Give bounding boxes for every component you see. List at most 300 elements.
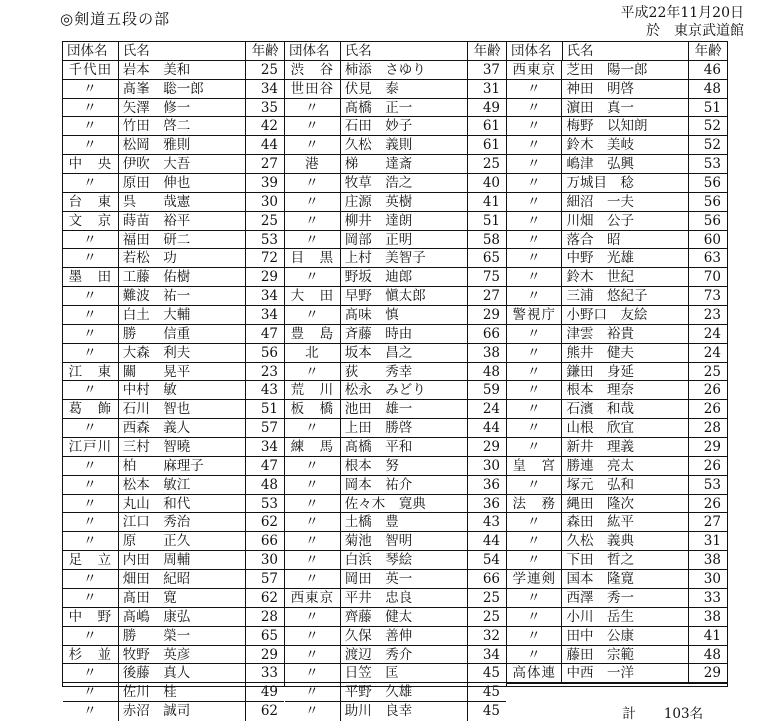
table-row: [507, 268, 727, 287]
team-cell: 〃: [63, 570, 119, 588]
age-cell: 59: [482, 382, 500, 399]
team-cell: 〃: [63, 287, 119, 305]
table-row: [285, 99, 506, 118]
name-cell: 鈴木 美岐: [562, 136, 689, 154]
age-cell: 66: [482, 571, 500, 588]
venue-prefix: 於: [646, 23, 660, 39]
table-row: [285, 325, 506, 344]
team-cell: 〃: [285, 570, 341, 588]
name-cell: 細沼 一夫: [562, 193, 689, 211]
age-cell: 51: [260, 401, 278, 418]
team-cell: 〃: [63, 702, 119, 721]
team-cell: 〃: [63, 683, 119, 701]
table-row: [507, 513, 727, 532]
name-cell: 伏見 泰: [341, 80, 468, 98]
age-cell: 53: [260, 231, 278, 248]
table-row: [507, 646, 727, 665]
name-cell: 鎌田 身延: [562, 363, 689, 381]
name-cell: 江口 秀治: [119, 513, 246, 531]
table-row: [63, 400, 284, 419]
team-cell: 〃: [285, 457, 341, 475]
column-header-age: 年齢: [694, 43, 722, 59]
table-row: [63, 268, 284, 287]
roster-table-2: [284, 41, 506, 720]
age-cell: 45: [482, 665, 500, 682]
name-cell: 髙味 慎: [341, 306, 468, 324]
team-cell: 〃: [63, 231, 119, 249]
team-cell: 〃: [285, 99, 341, 117]
age-cell: 56: [703, 193, 721, 210]
name-cell: 中西 一洋: [562, 664, 689, 682]
table-row: [285, 457, 506, 476]
team-cell: 西東京: [507, 61, 562, 79]
table-row: [63, 608, 284, 627]
name-cell: 白浜 琴絵: [341, 551, 468, 569]
age-cell: 30: [482, 457, 500, 474]
name-cell: 難波 祐一: [119, 287, 246, 305]
name-cell: 小野口 友絵: [562, 306, 689, 324]
name-cell: 内田 周輔: [119, 551, 246, 569]
name-cell: 原 正久: [119, 532, 246, 550]
age-cell: 49: [260, 684, 278, 701]
name-cell: 下田 哲之: [562, 551, 689, 569]
name-cell: 大森 利夫: [119, 344, 246, 362]
team-cell: 〃: [285, 683, 341, 701]
roster-table-3: [506, 41, 728, 721]
name-cell: 野坂 迪郎: [341, 268, 468, 286]
roster-table-1: [62, 41, 284, 720]
table-row: [63, 80, 284, 99]
table-row: [285, 212, 506, 231]
name-cell: 久保 善伸: [341, 627, 468, 645]
team-cell: 〃: [285, 702, 341, 721]
team-cell: 〃: [63, 664, 119, 682]
name-cell: 落合 昭: [562, 231, 689, 249]
table-row: [63, 495, 284, 514]
age-cell: 34: [482, 646, 500, 663]
table-row: [507, 80, 727, 99]
name-cell: 岡本 祐介: [341, 476, 468, 494]
name-cell: 久松 義典: [562, 532, 689, 550]
team-cell: 目 黒: [285, 249, 341, 267]
name-cell: 勝 榮一: [119, 627, 246, 645]
table-row: [507, 438, 727, 457]
name-cell: 蒔苗 裕平: [119, 212, 246, 230]
team-cell: 〃: [285, 646, 341, 664]
team-cell: 大 田: [285, 287, 341, 305]
name-cell: 菊池 智明: [341, 532, 468, 550]
table-row: [63, 551, 284, 570]
table-row: [63, 231, 284, 250]
team-cell: 〃: [63, 325, 119, 343]
name-cell: 土橋 豊: [341, 513, 468, 531]
age-cell: 72: [260, 250, 278, 267]
team-cell: 〃: [507, 136, 562, 154]
name-cell: 畑田 紀昭: [119, 570, 246, 588]
team-cell: 〃: [63, 419, 119, 437]
age-cell: 49: [482, 99, 500, 116]
team-cell: 〃: [507, 438, 562, 456]
team-cell: 〃: [63, 532, 119, 550]
age-cell: 60: [703, 231, 721, 248]
team-cell: 〃: [507, 99, 562, 117]
table-row: [63, 249, 284, 268]
age-cell: 41: [482, 193, 500, 210]
table-row: [507, 495, 727, 514]
name-cell: 伊吹 大吾: [119, 155, 246, 173]
team-cell: 北: [285, 344, 341, 362]
team-cell: 〃: [507, 193, 562, 211]
team-cell: 〃: [63, 249, 119, 267]
name-cell: 斉藤 時由: [341, 325, 468, 343]
age-cell: 52: [703, 137, 721, 154]
table-row: [285, 627, 506, 646]
table-row: [507, 325, 727, 344]
table-row: [285, 363, 506, 382]
table-row: [285, 646, 506, 665]
age-cell: 44: [260, 137, 278, 154]
table-row: [285, 589, 506, 608]
name-cell: 川畑 公子: [562, 212, 689, 230]
age-cell: 27: [260, 156, 278, 173]
team-cell: 高体連: [507, 664, 562, 682]
total-cell: [562, 684, 727, 721]
name-cell: 勝連 亮太: [562, 457, 689, 475]
name-cell: 關 晃平: [119, 363, 246, 381]
age-cell: 25: [482, 156, 500, 173]
team-cell: 〃: [63, 381, 119, 399]
age-cell: 38: [482, 344, 500, 361]
name-cell: 渡辺 秀介: [341, 646, 468, 664]
name-cell: 佐川 桂: [119, 683, 246, 701]
age-cell: 36: [482, 476, 500, 493]
total-spacer: [507, 684, 562, 721]
table-header-row: [507, 42, 727, 61]
table-row: [507, 117, 727, 136]
name-cell: 中野 光雄: [562, 249, 689, 267]
name-cell: 神田 明啓: [562, 80, 689, 98]
table-row: [63, 438, 284, 457]
age-cell: 46: [703, 61, 721, 78]
team-cell: 〃: [507, 513, 562, 531]
age-cell: 30: [703, 571, 721, 588]
team-cell: 豊 島: [285, 325, 341, 343]
team-cell: 〃: [285, 363, 341, 381]
team-cell: 板 橋: [285, 400, 341, 418]
team-cell: 〃: [63, 136, 119, 154]
name-cell: 森田 紘平: [562, 513, 689, 531]
team-cell: 千代田: [63, 61, 119, 79]
table-row: [507, 551, 727, 570]
age-cell: 24: [482, 401, 500, 418]
team-cell: 台 東: [63, 193, 119, 211]
team-cell: 中 央: [63, 155, 119, 173]
age-cell: 48: [260, 476, 278, 493]
page-title: ◎剣道五段の部: [60, 10, 171, 28]
name-cell: 早野 愼太郎: [341, 287, 468, 305]
team-cell: 〃: [285, 136, 341, 154]
age-cell: 33: [703, 589, 721, 606]
name-cell: 根本 努: [341, 457, 468, 475]
table-row: [63, 457, 284, 476]
name-cell: 呉 哉憲: [119, 193, 246, 211]
age-cell: 62: [260, 703, 278, 720]
table-row: [63, 61, 284, 80]
table-row: [63, 287, 284, 306]
table-row: [507, 627, 727, 646]
age-cell: 30: [260, 193, 278, 210]
age-cell: 29: [482, 439, 500, 456]
age-cell: 48: [703, 80, 721, 97]
team-cell: 〃: [285, 419, 341, 437]
team-cell: 練 馬: [285, 438, 341, 456]
age-cell: 29: [703, 439, 721, 456]
name-cell: 濵田 真一: [562, 99, 689, 117]
team-cell: 西東京: [285, 589, 341, 607]
table-row: [507, 136, 727, 155]
age-cell: 45: [482, 703, 500, 720]
age-cell: 52: [703, 118, 721, 135]
team-cell: 〃: [507, 419, 562, 437]
name-cell: 芝田 陽一郎: [562, 61, 689, 79]
name-cell: 梯 達斎: [341, 155, 468, 173]
team-cell: 〃: [507, 400, 562, 418]
name-cell: 柿添 さゆり: [341, 61, 468, 79]
table-row: [285, 268, 506, 287]
age-cell: 57: [260, 571, 278, 588]
table-row: [285, 495, 506, 514]
table-row: [285, 683, 506, 702]
table-row: [63, 155, 284, 174]
event-venue: [646, 22, 744, 40]
age-cell: 48: [703, 646, 721, 663]
name-cell: 熊井 健夫: [562, 344, 689, 362]
table-row: [285, 419, 506, 438]
age-cell: 42: [260, 118, 278, 135]
table-row: [63, 570, 284, 589]
table-row: [63, 646, 284, 665]
team-cell: 〃: [63, 174, 119, 192]
age-cell: 47: [260, 457, 278, 474]
table-row: [507, 570, 727, 589]
table-row: [63, 344, 284, 363]
name-cell: 福田 研二: [119, 231, 246, 249]
name-cell: 田中 公康: [562, 627, 689, 645]
name-cell: 矢澤 修一: [119, 99, 246, 117]
age-cell: 51: [482, 212, 500, 229]
age-cell: 44: [482, 420, 500, 437]
age-cell: 24: [703, 325, 721, 342]
name-cell: 石田 妙子: [341, 117, 468, 135]
team-cell: 〃: [285, 551, 341, 569]
team-cell: 葛 飾: [63, 400, 119, 418]
name-cell: 髙峯 聡一郎: [119, 80, 246, 98]
team-cell: 渋 谷: [285, 61, 341, 79]
name-cell: 鈴木 世紀: [562, 268, 689, 286]
age-cell: 25: [703, 363, 721, 380]
table-row: [285, 174, 506, 193]
age-cell: 25: [260, 61, 278, 78]
table-row: [285, 381, 506, 400]
age-cell: 37: [482, 61, 500, 78]
name-cell: 小川 岳生: [562, 608, 689, 626]
table-row: [285, 702, 506, 721]
column-header-age: 年齢: [473, 43, 501, 59]
page-header: [0, 0, 760, 42]
age-cell: 43: [260, 382, 278, 399]
name-cell: 上田 勝啓: [341, 419, 468, 437]
team-cell: 〃: [507, 381, 562, 399]
age-cell: 63: [703, 250, 721, 267]
name-cell: 梅野 以知朗: [562, 117, 689, 135]
age-cell: 26: [703, 457, 721, 474]
name-cell: 平井 忠良: [341, 589, 468, 607]
total-row: [507, 683, 727, 721]
name-cell: 佐々木 寛典: [341, 495, 468, 513]
team-cell: 中 野: [63, 608, 119, 626]
age-cell: 27: [703, 514, 721, 531]
table-row: [507, 457, 727, 476]
name-cell: 坂本 昌之: [341, 344, 468, 362]
table-row: [285, 664, 506, 683]
name-cell: 白土 大輔: [119, 306, 246, 324]
team-cell: 荒 川: [285, 381, 341, 399]
age-cell: 23: [260, 363, 278, 380]
name-cell: 松本 敏江: [119, 476, 246, 494]
age-cell: 70: [703, 269, 721, 286]
team-cell: 〃: [285, 174, 341, 192]
name-cell: 藤田 宗範: [562, 646, 689, 664]
name-cell: 髙橋 正一: [341, 99, 468, 117]
age-cell: 66: [260, 533, 278, 550]
age-cell: 28: [260, 608, 278, 625]
age-cell: 34: [260, 288, 278, 305]
name-cell: 髙嶋 康弘: [119, 608, 246, 626]
name-cell: 山根 欣宜: [562, 419, 689, 437]
table-row: [63, 306, 284, 325]
name-cell: 赤沼 誠司: [119, 702, 246, 721]
age-cell: 26: [703, 401, 721, 418]
table-row: [507, 193, 727, 212]
column-header-name: 氏名: [563, 42, 690, 60]
age-cell: 40: [482, 175, 500, 192]
table-row: [63, 363, 284, 382]
table-row: [285, 513, 506, 532]
table-row: [507, 212, 727, 231]
table-row: [63, 381, 284, 400]
team-cell: 〃: [507, 363, 562, 381]
team-cell: 江 東: [63, 363, 119, 381]
name-cell: 柏 麻理子: [119, 457, 246, 475]
table-row: [507, 249, 727, 268]
total-value: 103名: [663, 706, 704, 721]
team-cell: 〃: [285, 231, 341, 249]
age-cell: 53: [703, 156, 721, 173]
table-row: [507, 419, 727, 438]
table-row: [63, 702, 284, 721]
team-cell: 〃: [285, 306, 341, 324]
name-cell: 平野 久雄: [341, 683, 468, 701]
name-cell: 池田 雄一: [341, 400, 468, 418]
name-cell: 勝 信重: [119, 325, 246, 343]
name-cell: 髙橋 平和: [341, 438, 468, 456]
name-cell: 万城目 稔: [562, 174, 689, 192]
column-header-age: 年齢: [251, 43, 279, 59]
table-row: [285, 136, 506, 155]
name-cell: 髙田 寛: [119, 589, 246, 607]
age-cell: 29: [482, 307, 500, 324]
team-cell: 〃: [507, 287, 562, 305]
column-header-name: 氏名: [341, 42, 468, 60]
team-cell: 〃: [285, 513, 341, 531]
age-cell: 45: [482, 684, 500, 701]
age-cell: 34: [260, 439, 278, 456]
name-cell: 西森 義人: [119, 419, 246, 437]
total-label: 計: [622, 706, 636, 721]
age-cell: 25: [482, 589, 500, 606]
team-cell: 〃: [63, 513, 119, 531]
table-row: [63, 513, 284, 532]
team-cell: 〃: [285, 495, 341, 513]
team-cell: 〃: [507, 627, 562, 645]
table-row: [507, 287, 727, 306]
name-cell: 上村 美智子: [341, 249, 468, 267]
team-cell: 〃: [507, 532, 562, 550]
name-cell: 三村 智曉: [119, 438, 246, 456]
age-cell: 38: [703, 552, 721, 569]
table-row: [507, 363, 727, 382]
column-header-team: 団体名: [63, 42, 119, 60]
team-cell: 〃: [285, 193, 341, 211]
age-cell: 39: [260, 175, 278, 192]
age-cell: 35: [260, 99, 278, 116]
team-cell: 〃: [63, 589, 119, 607]
name-cell: 縄田 隆次: [562, 495, 689, 513]
age-cell: 30: [260, 552, 278, 569]
table-row: [507, 381, 727, 400]
table-row: [285, 551, 506, 570]
table-row: [63, 627, 284, 646]
name-cell: 丸山 和代: [119, 495, 246, 513]
team-cell: 〃: [507, 249, 562, 267]
team-cell: 〃: [63, 495, 119, 513]
age-cell: 31: [703, 533, 721, 550]
name-cell: 助川 良幸: [341, 702, 468, 721]
name-cell: 工藤 佑樹: [119, 268, 246, 286]
table-row: [285, 608, 506, 627]
event-date: 平成22年11月20日: [620, 5, 744, 21]
age-cell: 53: [260, 495, 278, 512]
name-cell: 日笠 匡: [341, 664, 468, 682]
table-row: [285, 476, 506, 495]
venue-name: 東京武道館: [674, 23, 744, 39]
team-cell: 法 務: [507, 495, 562, 513]
team-cell: 〃: [63, 627, 119, 645]
age-cell: 51: [703, 99, 721, 116]
table-row: [285, 438, 506, 457]
age-cell: 44: [482, 533, 500, 550]
age-cell: 33: [260, 665, 278, 682]
name-cell: 竹田 啓二: [119, 117, 246, 135]
team-cell: 〃: [507, 155, 562, 173]
table-row: [285, 61, 506, 80]
table-row: [285, 193, 506, 212]
table-row: [285, 117, 506, 136]
age-cell: 65: [482, 250, 500, 267]
team-cell: 〃: [285, 664, 341, 682]
name-cell: 根本 理奈: [562, 381, 689, 399]
name-cell: 国本 隆寛: [562, 570, 689, 588]
